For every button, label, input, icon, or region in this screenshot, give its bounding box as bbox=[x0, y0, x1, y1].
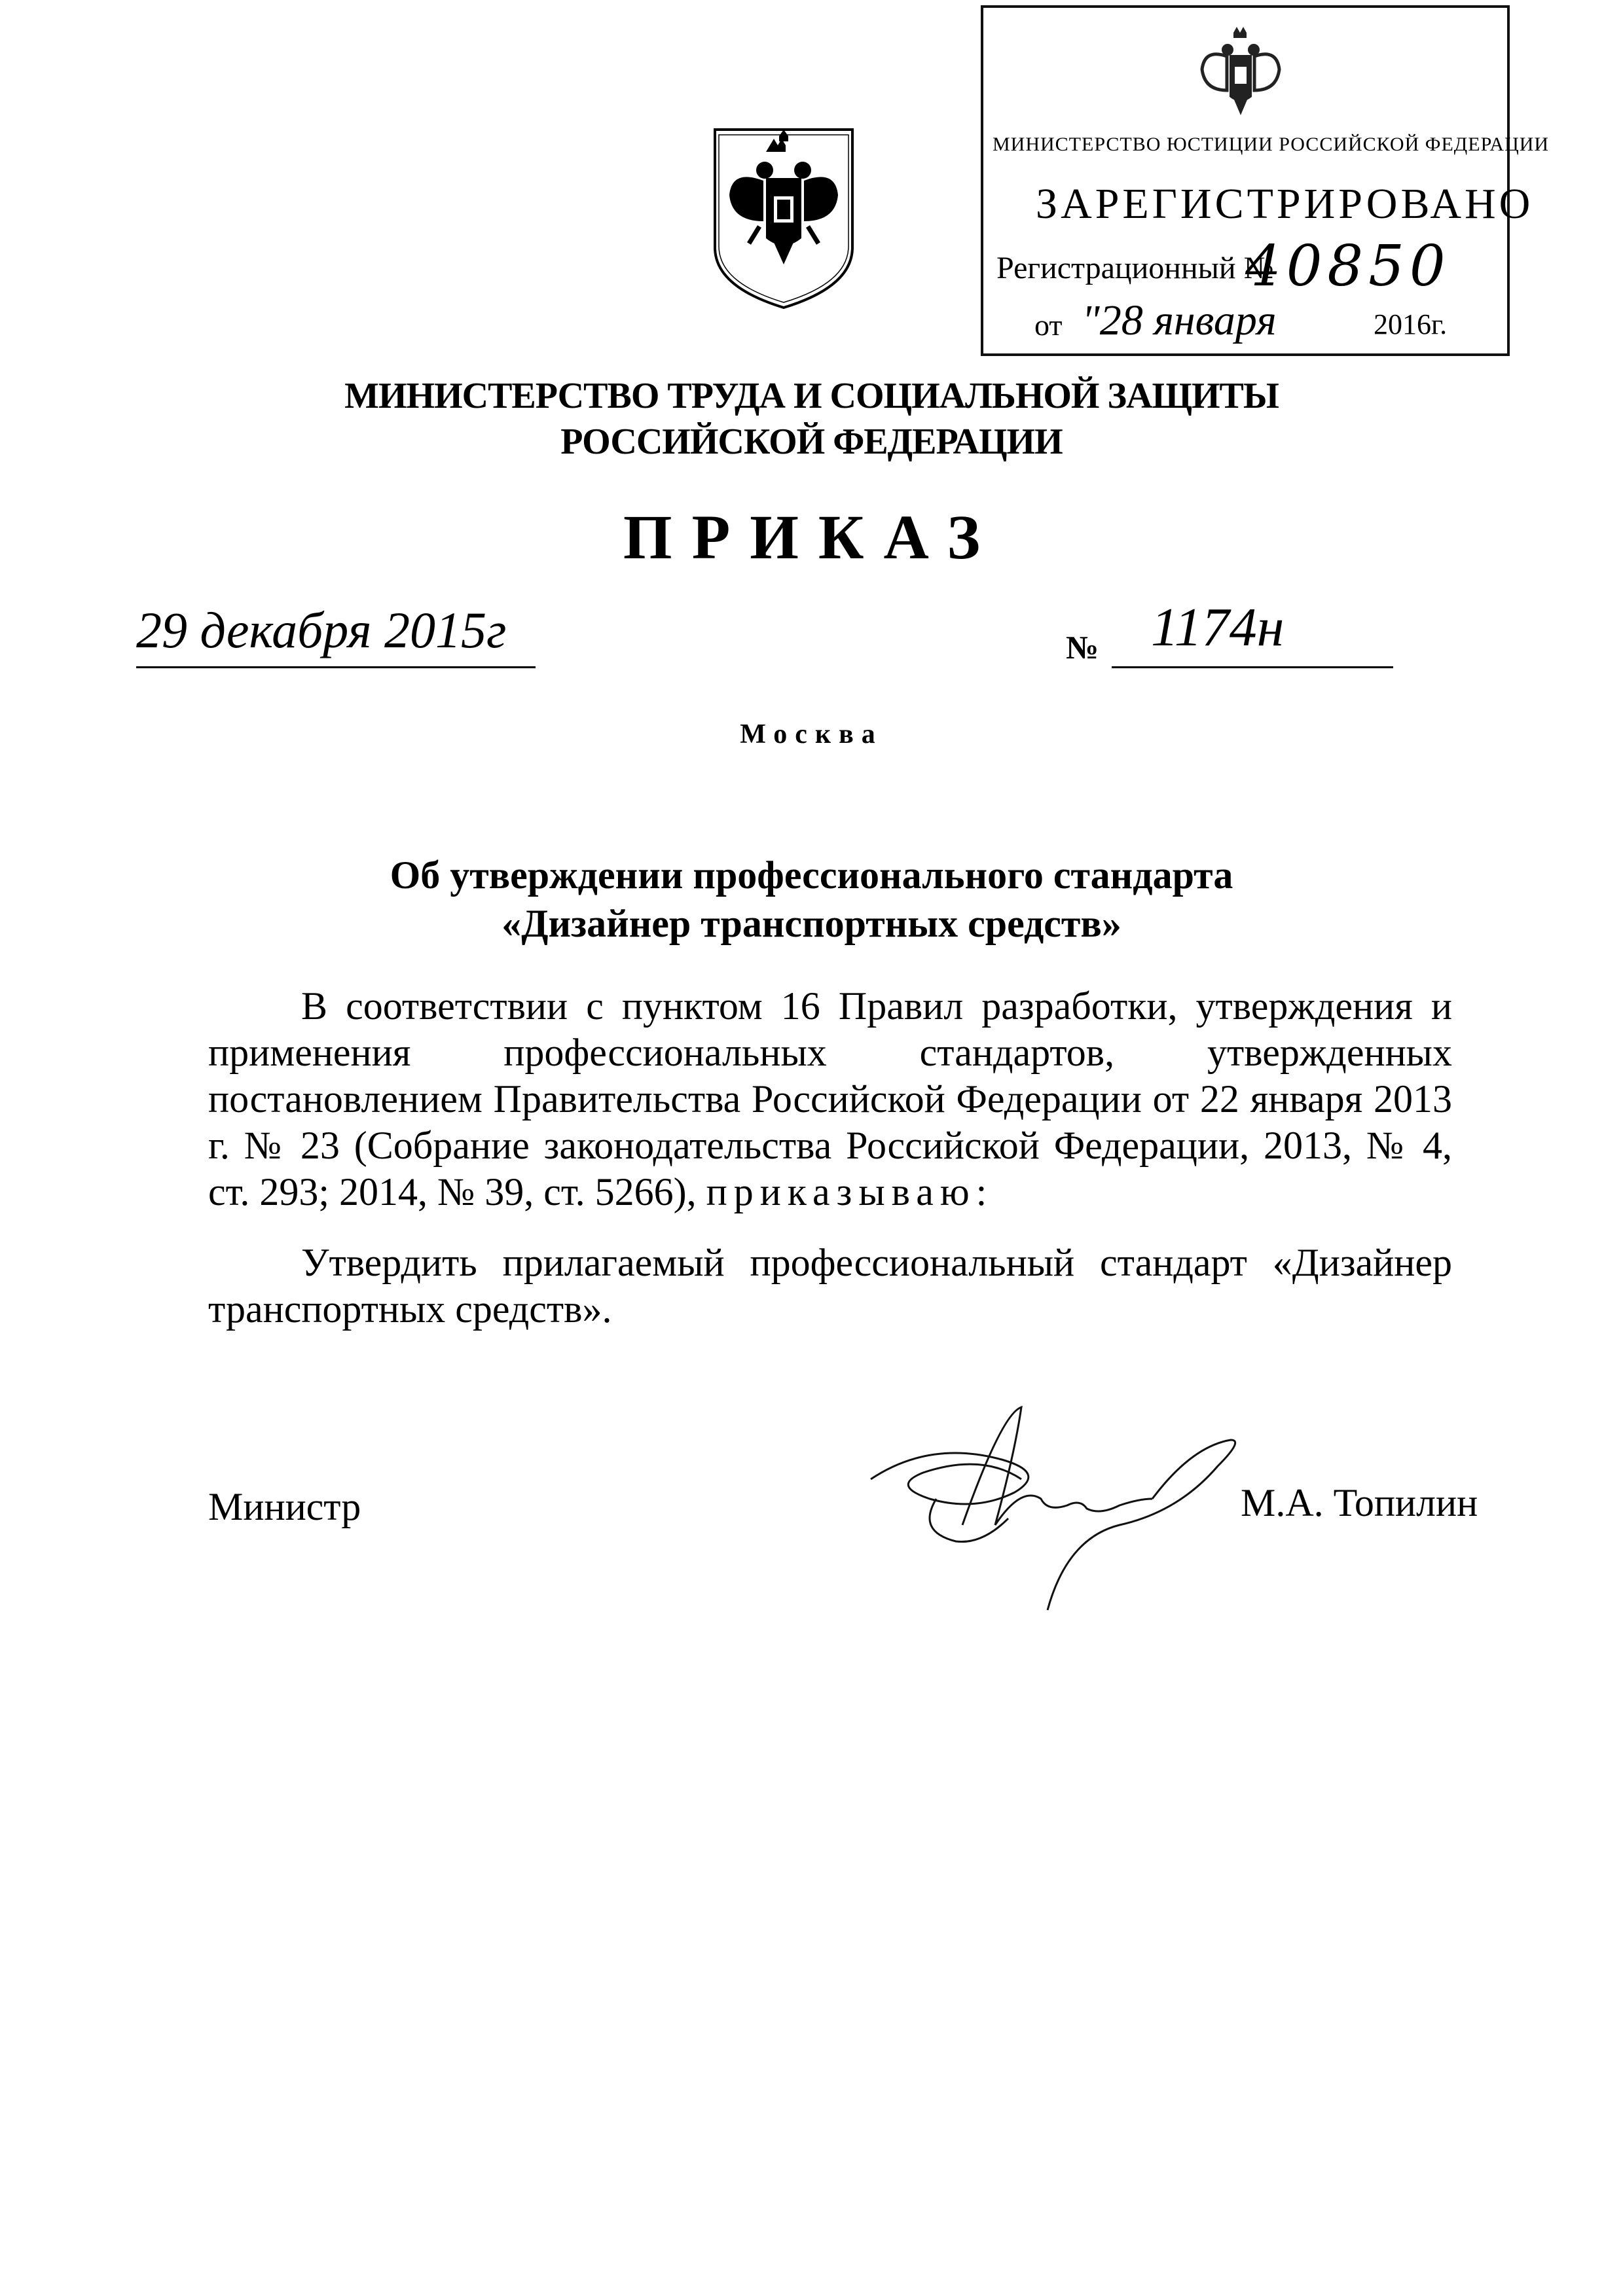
stamp-reg-number: 40850 bbox=[1245, 234, 1451, 299]
order-verb: приказываю: bbox=[706, 1170, 994, 1213]
body-paragraph-1-text: В соответствии с пунктом 16 Правил разработки, утверждения и применения профессиональных стандартов, утвержденных постановлением Правительства Российской Федерации от 22 января 2013 г. № 23 (Собрание законодательства Российской Федерации, 2013, № 4, ст. 293; 2014, № 39, ст. 5266), bbox=[208, 984, 1452, 1213]
signer-role: Министр bbox=[208, 1485, 361, 1528]
order-date: 29 декабря 2015г bbox=[136, 601, 507, 658]
body-paragraph-2: Утвердить прилагаемый профессиональный стандарт «Дизайнер транспортных средств». bbox=[208, 1241, 1452, 1331]
organization-name-line2: РОССИЙСКОЙ ФЕДЕРАЦИИ bbox=[560, 422, 1063, 462]
stamp-reg-label: Регистрационный № bbox=[996, 251, 1274, 285]
organization-name-line1: МИНИСТЕРСТВО ТРУДА И СОЦИАЛЬНОЙ ЗАЩИТЫ bbox=[344, 376, 1279, 416]
number-sign: № bbox=[1066, 629, 1099, 666]
document-title-line2: «Дизайнер транспортных средств» bbox=[501, 902, 1122, 945]
stamp-date-prefix: от bbox=[1034, 308, 1063, 342]
order-number: 1174н bbox=[1151, 597, 1285, 658]
stamp-coat-of-arms-icon bbox=[1192, 20, 1290, 124]
document-title bbox=[0, 851, 1623, 948]
document-title-line1: Об утверждении профессионального стандарта bbox=[390, 853, 1233, 897]
signer-name: М.А. Топилин bbox=[1241, 1481, 1478, 1524]
stamp-date-year: 2016г. bbox=[1374, 308, 1448, 340]
city: Москва bbox=[740, 719, 883, 749]
number-underline bbox=[1112, 666, 1393, 668]
stamp-status: ЗАРЕГИСТРИРОВАНО bbox=[1036, 180, 1534, 228]
organization-name bbox=[0, 373, 1623, 465]
stamp-ministry-name: МИНИСТЕРСТВО ЮСТИЦИИ РОССИЙСКОЙ ФЕДЕРАЦИИ bbox=[993, 134, 1550, 155]
handwritten-signature bbox=[851, 1401, 1244, 1617]
coat-of-arms-icon bbox=[706, 123, 862, 313]
registration-stamp bbox=[981, 5, 1550, 356]
body-paragraph-1 bbox=[208, 983, 1452, 1215]
date-underline bbox=[136, 666, 536, 668]
stamp-date-value: "28 января bbox=[1082, 296, 1277, 344]
document-type: ПРИКАЗ bbox=[623, 502, 1000, 572]
